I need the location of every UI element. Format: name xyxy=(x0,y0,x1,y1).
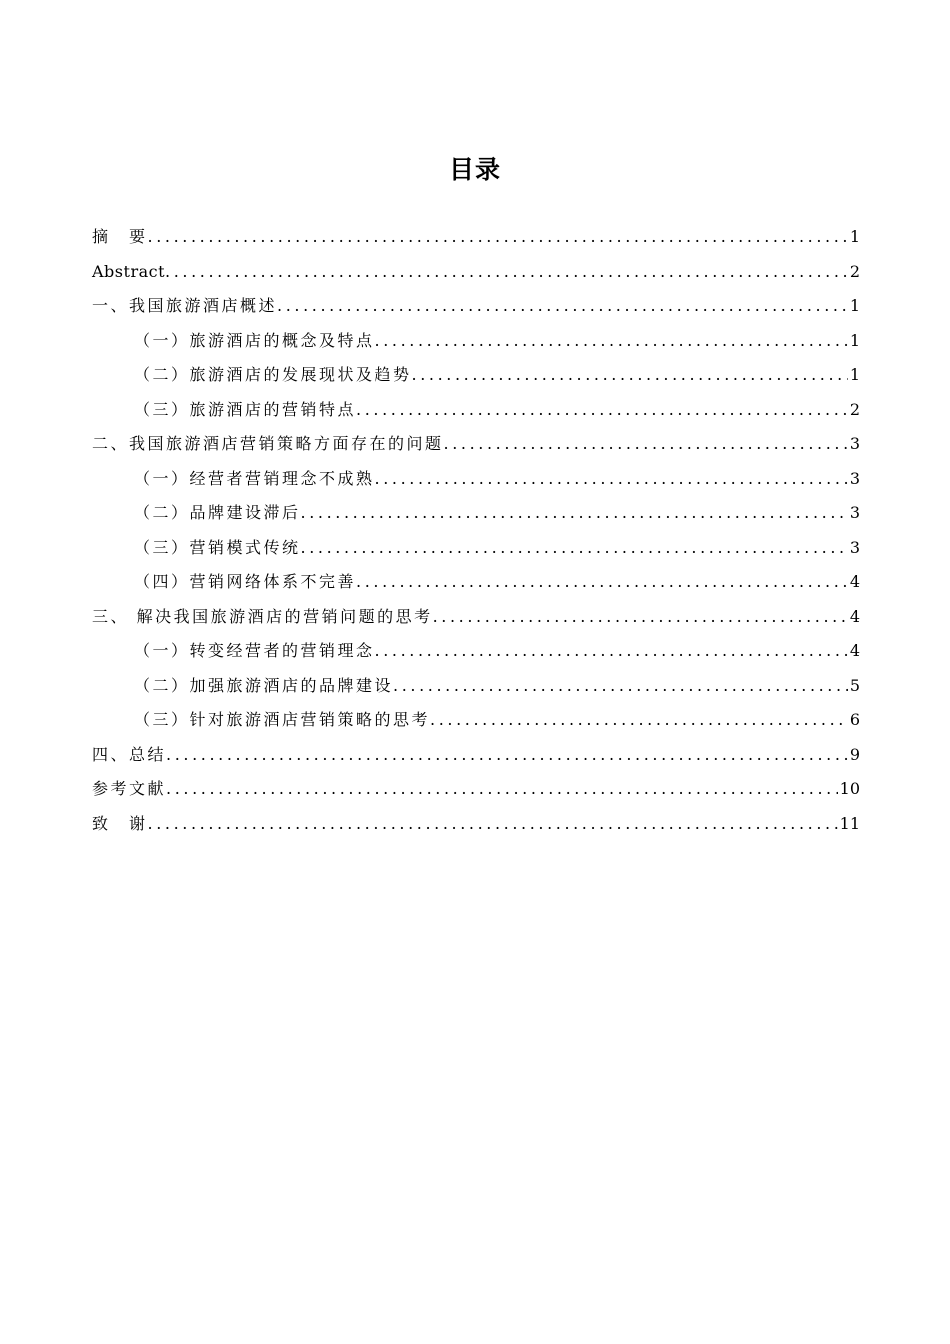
toc-entry-label: 二、我国旅游酒店营销策略方面存在的问题 xyxy=(92,434,444,453)
toc-entry-label: （三）营销模式传统 xyxy=(134,537,301,557)
toc-dot-leader xyxy=(356,393,848,428)
toc-dot-leader xyxy=(301,496,848,531)
toc-entry-page: 6 xyxy=(849,710,860,729)
toc-entry[interactable] xyxy=(92,462,860,497)
toc-entry[interactable] xyxy=(92,324,860,359)
toc-dot-leader xyxy=(166,772,838,807)
toc-entry-page: 4 xyxy=(849,606,860,626)
toc-entry-label: （二）品牌建设滞后 xyxy=(134,503,301,522)
toc-entry-page: 1 xyxy=(849,365,860,384)
toc-entry-page: 3 xyxy=(849,468,860,488)
toc-entry[interactable] xyxy=(92,358,860,393)
toc-dot-leader xyxy=(148,220,848,255)
toc-entry[interactable] xyxy=(92,669,860,704)
toc-list xyxy=(92,220,860,841)
toc-entry[interactable] xyxy=(92,600,860,635)
toc-entry-page: 3 xyxy=(849,537,860,557)
toc-entry-page: 1 xyxy=(849,330,860,350)
toc-entry[interactable] xyxy=(92,427,860,462)
toc-dot-leader xyxy=(166,738,848,773)
toc-dot-leader xyxy=(430,703,848,738)
toc-entry-page: 10 xyxy=(839,779,860,798)
toc-entry[interactable] xyxy=(92,531,860,566)
toc-entry[interactable] xyxy=(92,289,860,324)
toc-entry-label: （四）营销网络体系不完善 xyxy=(134,572,357,591)
toc-entry[interactable] xyxy=(92,738,860,773)
toc-dot-leader xyxy=(148,807,838,842)
toc-entry-page: 4 xyxy=(849,572,860,591)
toc-dot-leader xyxy=(412,358,848,393)
toc-entry-page: 9 xyxy=(849,744,860,764)
toc-entry[interactable] xyxy=(92,220,860,255)
toc-entry-page: 5 xyxy=(849,675,860,695)
toc-entry-page: 4 xyxy=(849,641,860,660)
toc-dot-leader xyxy=(356,565,848,600)
toc-dot-leader xyxy=(444,427,848,462)
toc-entry-label: 三、 解决我国旅游酒店的营销问题的思考 xyxy=(92,606,433,626)
toc-entry-label: 摘 要 xyxy=(92,227,148,246)
toc-dot-leader xyxy=(393,669,848,704)
toc-entry-label: 致 谢 xyxy=(92,813,148,833)
toc-entry[interactable] xyxy=(92,772,860,807)
toc-dot-leader xyxy=(165,255,848,290)
toc-entry-page: 1 xyxy=(849,296,860,315)
toc-entry[interactable] xyxy=(92,807,860,842)
toc-entry-label: （三）针对旅游酒店营销策略的思考 xyxy=(134,710,431,729)
toc-entry-label: 参考文献 xyxy=(92,779,167,798)
toc-entry[interactable] xyxy=(92,255,860,290)
toc-entry-page: 2 xyxy=(849,261,860,281)
toc-dot-leader xyxy=(375,324,848,359)
toc-entry-label: （二）加强旅游酒店的品牌建设 xyxy=(134,675,394,695)
toc-entry-label: （一）旅游酒店的概念及特点 xyxy=(134,330,375,350)
toc-entry-page: 3 xyxy=(849,503,860,522)
toc-dot-leader xyxy=(277,289,848,324)
toc-entry-page: 11 xyxy=(839,813,860,833)
toc-entry-page: 3 xyxy=(849,434,860,453)
toc-entry-label: （三）旅游酒店的营销特点 xyxy=(134,399,357,419)
toc-dot-leader xyxy=(301,531,848,566)
toc-entry[interactable] xyxy=(92,393,860,428)
toc-dot-leader xyxy=(375,634,848,669)
toc-entry-label: （二）旅游酒店的发展现状及趋势 xyxy=(134,365,412,384)
toc-entry-label: （一）转变经营者的营销理念 xyxy=(134,641,375,660)
toc-entry[interactable] xyxy=(92,703,860,738)
toc-dot-leader xyxy=(375,462,848,497)
toc-entry-label: 四、总结 xyxy=(92,744,167,764)
toc-dot-leader xyxy=(433,600,848,635)
toc-entry[interactable] xyxy=(92,634,860,669)
toc-entry-page: 2 xyxy=(849,399,860,419)
toc-entry-label: Abstract xyxy=(92,261,166,281)
toc-entry[interactable] xyxy=(92,565,860,600)
toc-entry[interactable] xyxy=(92,496,860,531)
toc-entry-label: （一）经营者营销理念不成熟 xyxy=(134,468,375,488)
toc-entry-page: 1 xyxy=(849,227,860,246)
toc-title: 目录 xyxy=(448,155,501,184)
toc-entry-label: 一、我国旅游酒店概述 xyxy=(92,296,278,315)
